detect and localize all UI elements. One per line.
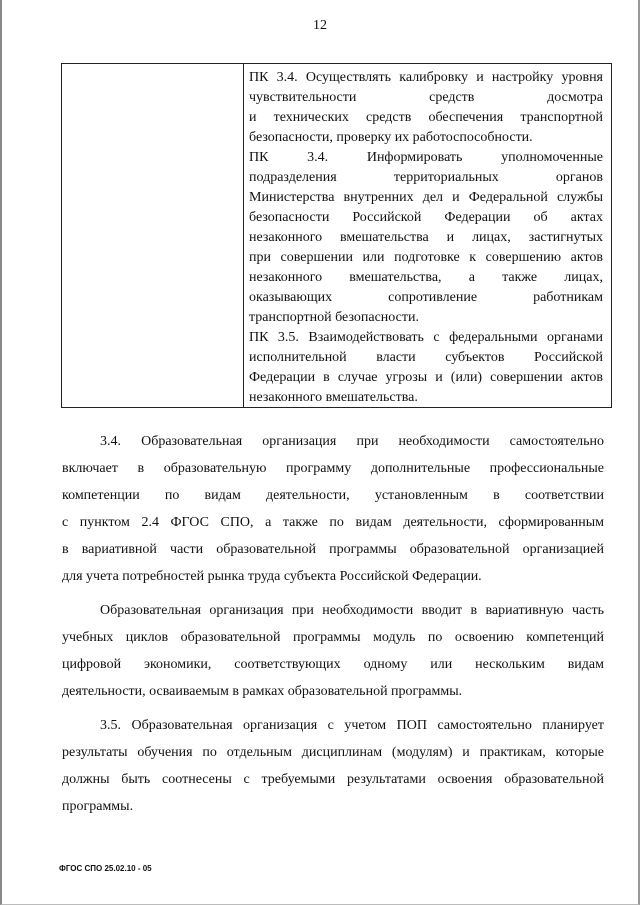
paragraph-3-4 (62, 428, 604, 590)
table-right-cell (249, 68, 603, 408)
paragraph-line: результаты обучения по отдельным дисциплинам (модулям) и практикам, которые (62, 745, 604, 760)
paragraph-3-5 (62, 712, 604, 820)
paragraph-line: в вариативной части образовательной программы образовательной организацией (62, 542, 604, 557)
table-line: незаконного вмешательства, а также лицах, (249, 270, 603, 285)
table-line: ПК 3.4. Осуществлять калибровку и настройку уровня (249, 70, 603, 85)
paragraph-line: должны быть соотнесены с требуемыми результатами освоения образовательной (62, 772, 604, 787)
paragraph-line: цифровой экономики, соответствующих одному или нескольким видам (62, 657, 604, 672)
table-line: безопасности, проверку их работоспособности. (249, 130, 533, 145)
paragraph-line: с пунктом 2.4 ФГОС СПО, а также по видам деятельности, сформированным (62, 515, 604, 530)
competency-pk-3-5 (249, 328, 603, 408)
table-line: ПК 3.4. Информировать уполномоченные (249, 150, 603, 165)
footer-document-code: ФГОС СПО 25.02.10 - 05 (59, 864, 152, 873)
table-line: Федерации в случае угрозы и (или) совершении актов (249, 370, 603, 385)
table-line: подразделения территориальных органов (249, 170, 603, 185)
table-line: ПК 3.5. Взаимодействовать с федеральными органами (249, 330, 603, 345)
table-line: чувствительности средств досмотра (249, 90, 603, 105)
table-line: безопасности Российской Федерации об актах (249, 210, 603, 225)
table-line: Министерства внутренних дел и Федеральной службы (249, 190, 603, 205)
table-line: транспортной безопасности. (249, 310, 419, 325)
table-line: незаконного вмешательства и лицах, застигнутых (249, 230, 603, 245)
table-line: исполнительной власти субъектов Российской (249, 350, 603, 365)
competency-pk-3-4-calibration (249, 68, 603, 148)
paragraph-line: компетенции по видам деятельности, установленным в соответствии (62, 488, 604, 503)
paragraph-line: 3.4. Образовательная организация при необходимости самостоятельно (100, 434, 604, 449)
paragraph-line: для учета потребностей рынка труда субъекта Российской Федерации. (62, 569, 482, 584)
competency-pk-3-4-inform (249, 148, 603, 328)
table-line: незаконного вмешательства. (249, 390, 418, 405)
table-line: при совершении или подготовке к совершению актов (249, 250, 603, 265)
competency-table (61, 63, 612, 408)
table-line: оказывающих сопротивление работникам (249, 290, 603, 305)
paragraph-line: Образовательная организация при необходимости вводит в вариативную часть (100, 603, 604, 618)
paragraph-line: программы. (62, 799, 134, 814)
table-line: и технических средств обеспечения транспортной (249, 110, 603, 125)
paragraph-line: включает в образовательную программу дополнительные профессиональные (62, 461, 604, 476)
page-number: 12 (313, 18, 327, 33)
body-text (62, 428, 604, 820)
paragraph-line: деятельности, осваиваемым в рамках образовательной программы. (62, 684, 463, 699)
paragraph-line: учебных циклов образовательной программы модуль по освоению компетенций (62, 630, 604, 645)
paragraph-line: 3.5. Образовательная организация с учетом ПОП самостоятельно планирует (100, 718, 604, 733)
paragraph-digital-economy (62, 597, 604, 705)
table-left-cell (62, 64, 244, 407)
